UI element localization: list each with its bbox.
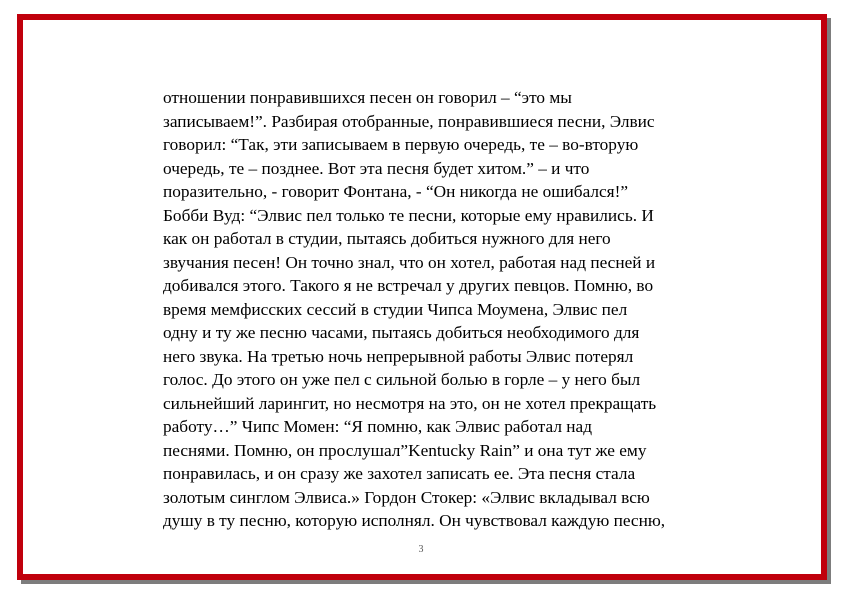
text-line: него звука. На третью ночь непрерывной работы Элвис потерял	[163, 346, 634, 366]
text-line: голос. До этого он уже пел с сильной болью в горле – у него был	[163, 370, 641, 389]
text-line: поразительно, - говорит Фонтана, - “Он никогда не ошибался!”	[163, 182, 629, 201]
text-line: записываем!”. Разбирая отобранные, понравившиеся песни, Элвис	[163, 111, 655, 131]
text-line: золотым синглом Элвиса.» Гордон Стокер: «Элвис вкладывал всю	[163, 487, 650, 507]
text-line: душу в ту песню, которую исполнял. Он чувствовал каждую песню,	[163, 511, 666, 530]
text-line: время мемфисских сессий в студии Чипса Моумена, Элвис пел	[163, 299, 628, 319]
text-line: сильнейший ларингит, но несмотря на это, он не хотел прекращать	[163, 393, 657, 413]
text-line: понравилась, и он сразу же захотел записать ее. Эта песня стала	[163, 464, 636, 483]
text-line: одну и ту же песню часами, пытаясь добиться необходимого для	[163, 323, 640, 342]
body-text	[163, 86, 743, 533]
page-number: 3	[418, 544, 424, 555]
text-line: как он работал в студии, пытаясь добиться нужного для него	[163, 229, 611, 248]
text-line: отношении понравившихся песен он говорил – “это мы	[163, 88, 572, 107]
text-line: песнями. Помню, он прослушал”Kentucky Rain” и она тут же ему	[163, 440, 647, 460]
text-line: очередь, те – позднее. Вот эта песня будет хитом.” – и что	[163, 158, 590, 178]
text-line: звучания песен! Он точно знал, что он хотел, работая над песней и	[163, 252, 656, 272]
text-line: Бобби Вуд: “Элвис пел только те песни, которые ему нравились. И	[163, 205, 654, 225]
text-line: добивался этого. Такого я не встречал у других певцов. Помню, во	[163, 276, 654, 295]
text-line: говорил: “Так, эти записываем в первую очередь, те – во-вторую	[163, 135, 639, 154]
text-line: работу…” Чипс Момен: “Я помню, как Элвис работал над	[163, 417, 592, 436]
